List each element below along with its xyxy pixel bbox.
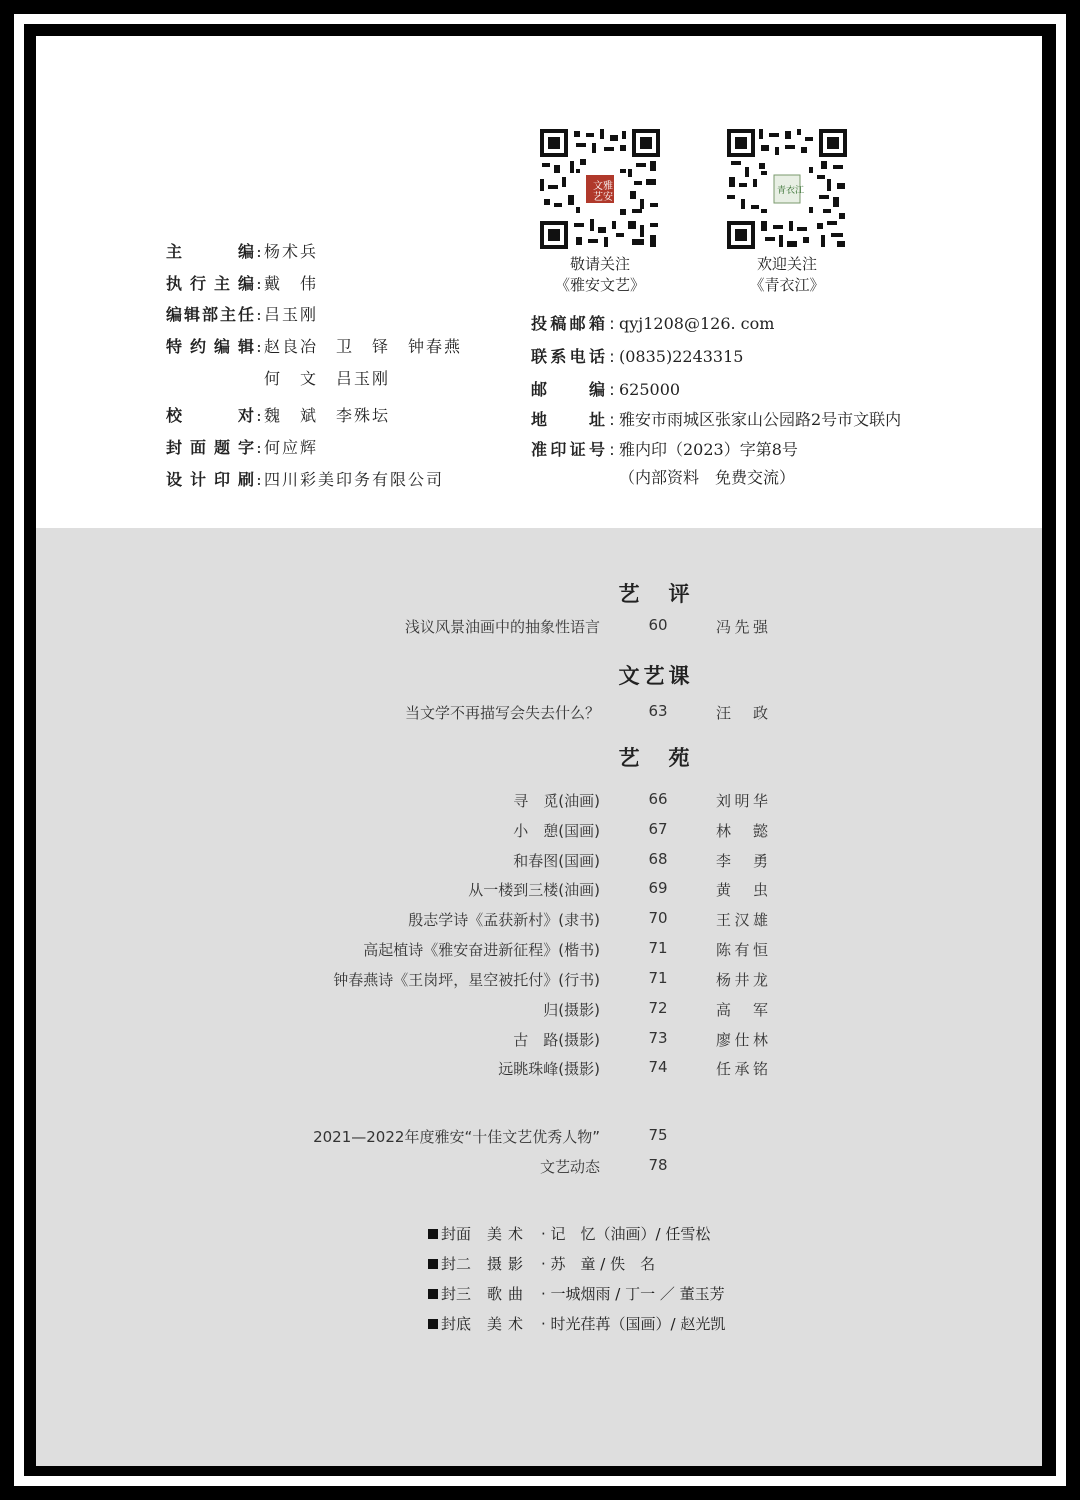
toc-item-author: 廖仕林 (716, 1031, 768, 1049)
svg-text:文: 文 (593, 181, 603, 192)
toc-item-page: 72 (648, 999, 668, 1017)
qr-caption-yaan-wenyi (525, 254, 675, 296)
toc-item-title[interactable]: 小 憩(国画) (513, 822, 600, 840)
qr-code-qingyijiang[interactable] (727, 129, 847, 249)
staff-row-department-head: 编辑部主任 : 吕玉刚 (166, 303, 318, 327)
info-label: 地 址 (531, 410, 605, 429)
staff-label: 设计印刷 (166, 470, 254, 489)
square-bullet-icon (428, 1319, 438, 1329)
toc-item-title[interactable]: 当文学不再描写会失去什么？ (404, 704, 600, 722)
postcode-value: 625000 (619, 380, 681, 399)
toc-item-page: 71 (648, 969, 668, 987)
permit-value: 雅内印（2023）字第8号 (619, 440, 798, 459)
cover-credit-row (428, 1283, 725, 1304)
toc-item-title[interactable]: 寻 觅(油画) (513, 792, 600, 810)
toc-item-author: 刘明华 (716, 792, 768, 810)
cover-category: 摄影 (487, 1255, 530, 1273)
toc-item-author: 王汉雄 (716, 911, 768, 929)
info-label: 准印证号 (531, 440, 605, 459)
toc-item-title[interactable]: 钟春燕诗《王岗坪，星空被托付》(行书) (333, 971, 600, 989)
toc-item-author: 黄 虫 (716, 881, 768, 899)
staff-row-proofreading: 校 对 : 魏 斌 李殊坛 (166, 404, 390, 428)
toc-item-page: 70 (648, 909, 668, 927)
info-row-note (531, 465, 795, 491)
square-bullet-icon (428, 1229, 438, 1239)
cover-work: · 苏 童 / 佚 名 (541, 1255, 656, 1273)
toc-item-page: 75 (648, 1126, 668, 1144)
toc-item-title[interactable]: 高起植诗《雅安奋进新征程》(楷书) (363, 941, 600, 959)
cover-label: 封二 (441, 1255, 472, 1273)
toc-item-author: 李 勇 (716, 852, 768, 870)
qr-caption-line-2: 《青衣江》 (749, 276, 825, 294)
staff-label: 编辑部主任 (166, 305, 254, 324)
staff-row-executive-editor: 执行主编 : 戴 伟 (166, 272, 318, 296)
section-heading: 艺 苑 (618, 746, 694, 770)
staff-label: 校 对 (166, 406, 254, 425)
staff-value: 吕玉刚 (264, 305, 319, 324)
cover-credit-row (428, 1253, 655, 1274)
internal-note: （内部资料 免费交流） (619, 468, 796, 487)
toc-item-page: 68 (648, 850, 668, 868)
cover-work: · 记 忆（油画）/ 任雪松 (541, 1225, 711, 1243)
qr-caption-line-1: 欢迎关注 (756, 255, 817, 273)
toc-item-title[interactable]: 浅议风景油画中的抽象性语言 (404, 618, 600, 636)
toc-item-author: 汪 政 (716, 704, 768, 722)
info-row-postcode: 邮 编 : 625000 (531, 377, 680, 403)
info-label: 投稿邮箱 (531, 314, 605, 333)
toc-item-author: 陈有恒 (716, 941, 768, 959)
toc-item-page: 74 (648, 1058, 668, 1076)
info-row-phone: 联系电话 : (0835)2243315 (531, 344, 743, 370)
toc-item-title[interactable]: 古 路(摄影) (513, 1031, 600, 1049)
toc-item-title[interactable]: 2021—2022年度雅安“十佳文艺优秀人物” (313, 1128, 600, 1146)
magazine-page (36, 36, 1042, 1466)
cover-category: 美术 (487, 1225, 530, 1243)
phone-value: (0835)2243315 (619, 347, 744, 366)
qr-caption-qingyijiang (712, 254, 862, 296)
cover-category: 歌曲 (487, 1285, 530, 1303)
cover-label: 封面 (441, 1225, 472, 1243)
staff-label: 执行主编 (166, 274, 254, 293)
toc-item-page: 69 (648, 879, 668, 897)
toc-item-page: 78 (648, 1156, 668, 1174)
staff-value: 何 文 吕玉刚 (264, 369, 391, 388)
staff-row-editor-in-chief: 主 编 : 杨术兵 (166, 240, 318, 264)
address-value: 雅安市雨城区张家山公园路2号市文联内 (619, 410, 902, 429)
square-bullet-icon (428, 1259, 438, 1269)
toc-item-title[interactable]: 从一楼到三楼(油画) (468, 881, 600, 899)
staff-row-contributing-editors: 特约编辑 : 赵良冶 卫 铎 钟春燕 (166, 335, 462, 359)
qr-code-icon (727, 129, 847, 249)
svg-text:雅: 雅 (603, 181, 613, 192)
info-row-address: 地 址 : 雅安市雨城区张家山公园路2号市文联内 (531, 407, 901, 433)
toc-item-author: 杨井龙 (716, 971, 768, 989)
staff-value: 杨术兵 (264, 242, 319, 261)
qr-code-icon (540, 129, 660, 249)
svg-text:艺: 艺 (593, 192, 603, 203)
email-value[interactable]: qyj1208@126. com (619, 314, 775, 333)
section-heading: 文艺课 (618, 664, 694, 688)
staff-label: 主 编 (166, 242, 254, 261)
cover-credit-row (428, 1223, 710, 1244)
toc-item-author: 冯先强 (716, 618, 768, 636)
toc-item-page: 71 (648, 939, 668, 957)
info-row-permit: 准印证号 : 雅内印（2023）字第8号 (531, 437, 798, 463)
info-label: 联系电话 (531, 347, 605, 366)
staff-value: 何应辉 (264, 438, 319, 457)
toc-item-page: 73 (648, 1029, 668, 1047)
staff-value: 戴 伟 (264, 274, 319, 293)
toc-item-title[interactable]: 归(摄影) (543, 1001, 600, 1019)
staff-label: 特约编辑 (166, 337, 254, 356)
staff-row-cover-calligraphy: 封面题字 : 何应辉 (166, 436, 318, 460)
cover-label: 封三 (441, 1285, 472, 1303)
toc-item-author: 高 军 (716, 1001, 768, 1019)
toc-item-page: 60 (648, 616, 668, 634)
staff-value: 四川彩美印务有限公司 (264, 470, 445, 489)
toc-item-page: 66 (648, 790, 668, 808)
qr-caption-line-2: 《雅安文艺》 (554, 276, 645, 294)
staff-row-design-print: 设计印刷 : 四川彩美印务有限公司 (166, 468, 444, 492)
toc-item-page: 67 (648, 820, 668, 838)
svg-text:青衣江: 青衣江 (777, 186, 805, 196)
svg-text:安: 安 (603, 192, 613, 203)
section-heading: 艺 评 (618, 582, 694, 606)
cover-category: 美术 (487, 1315, 530, 1333)
toc-item-title[interactable]: 殷志学诗《孟获新村》(隶书) (408, 911, 600, 929)
staff-value: 赵良冶 卫 铎 钟春燕 (264, 337, 463, 356)
cover-work: · 一城烟雨 / 丁一 ／ 董玉芳 (541, 1285, 725, 1303)
qr-code-yaan-wenyi[interactable] (540, 129, 660, 249)
toc-item-title[interactable]: 文艺动态 (539, 1158, 600, 1176)
toc-item-author: 任承铭 (716, 1060, 768, 1078)
toc-item-page: 63 (648, 702, 668, 720)
square-bullet-icon (428, 1289, 438, 1299)
info-label: 邮 编 (531, 380, 605, 399)
staff-value: 魏 斌 李殊坛 (264, 406, 391, 425)
staff-label: 封面题字 (166, 438, 254, 457)
staff-row-contributing-editors-cont (166, 367, 390, 391)
cover-label: 封底 (441, 1315, 472, 1333)
cover-credit-row (428, 1313, 725, 1334)
cover-work: · 时光荏苒（国画）/ 赵光凯 (541, 1315, 726, 1333)
toc-item-author: 林 懿 (716, 822, 768, 840)
qr-caption-line-1: 敬请关注 (569, 255, 630, 273)
info-row-email: 投稿邮箱 : qyj1208@126. com (531, 311, 774, 337)
toc-item-title[interactable]: 远眺珠峰(摄影) (498, 1060, 600, 1078)
table-of-contents (36, 528, 1042, 1466)
toc-item-title[interactable]: 和春图(国画) (513, 852, 600, 870)
